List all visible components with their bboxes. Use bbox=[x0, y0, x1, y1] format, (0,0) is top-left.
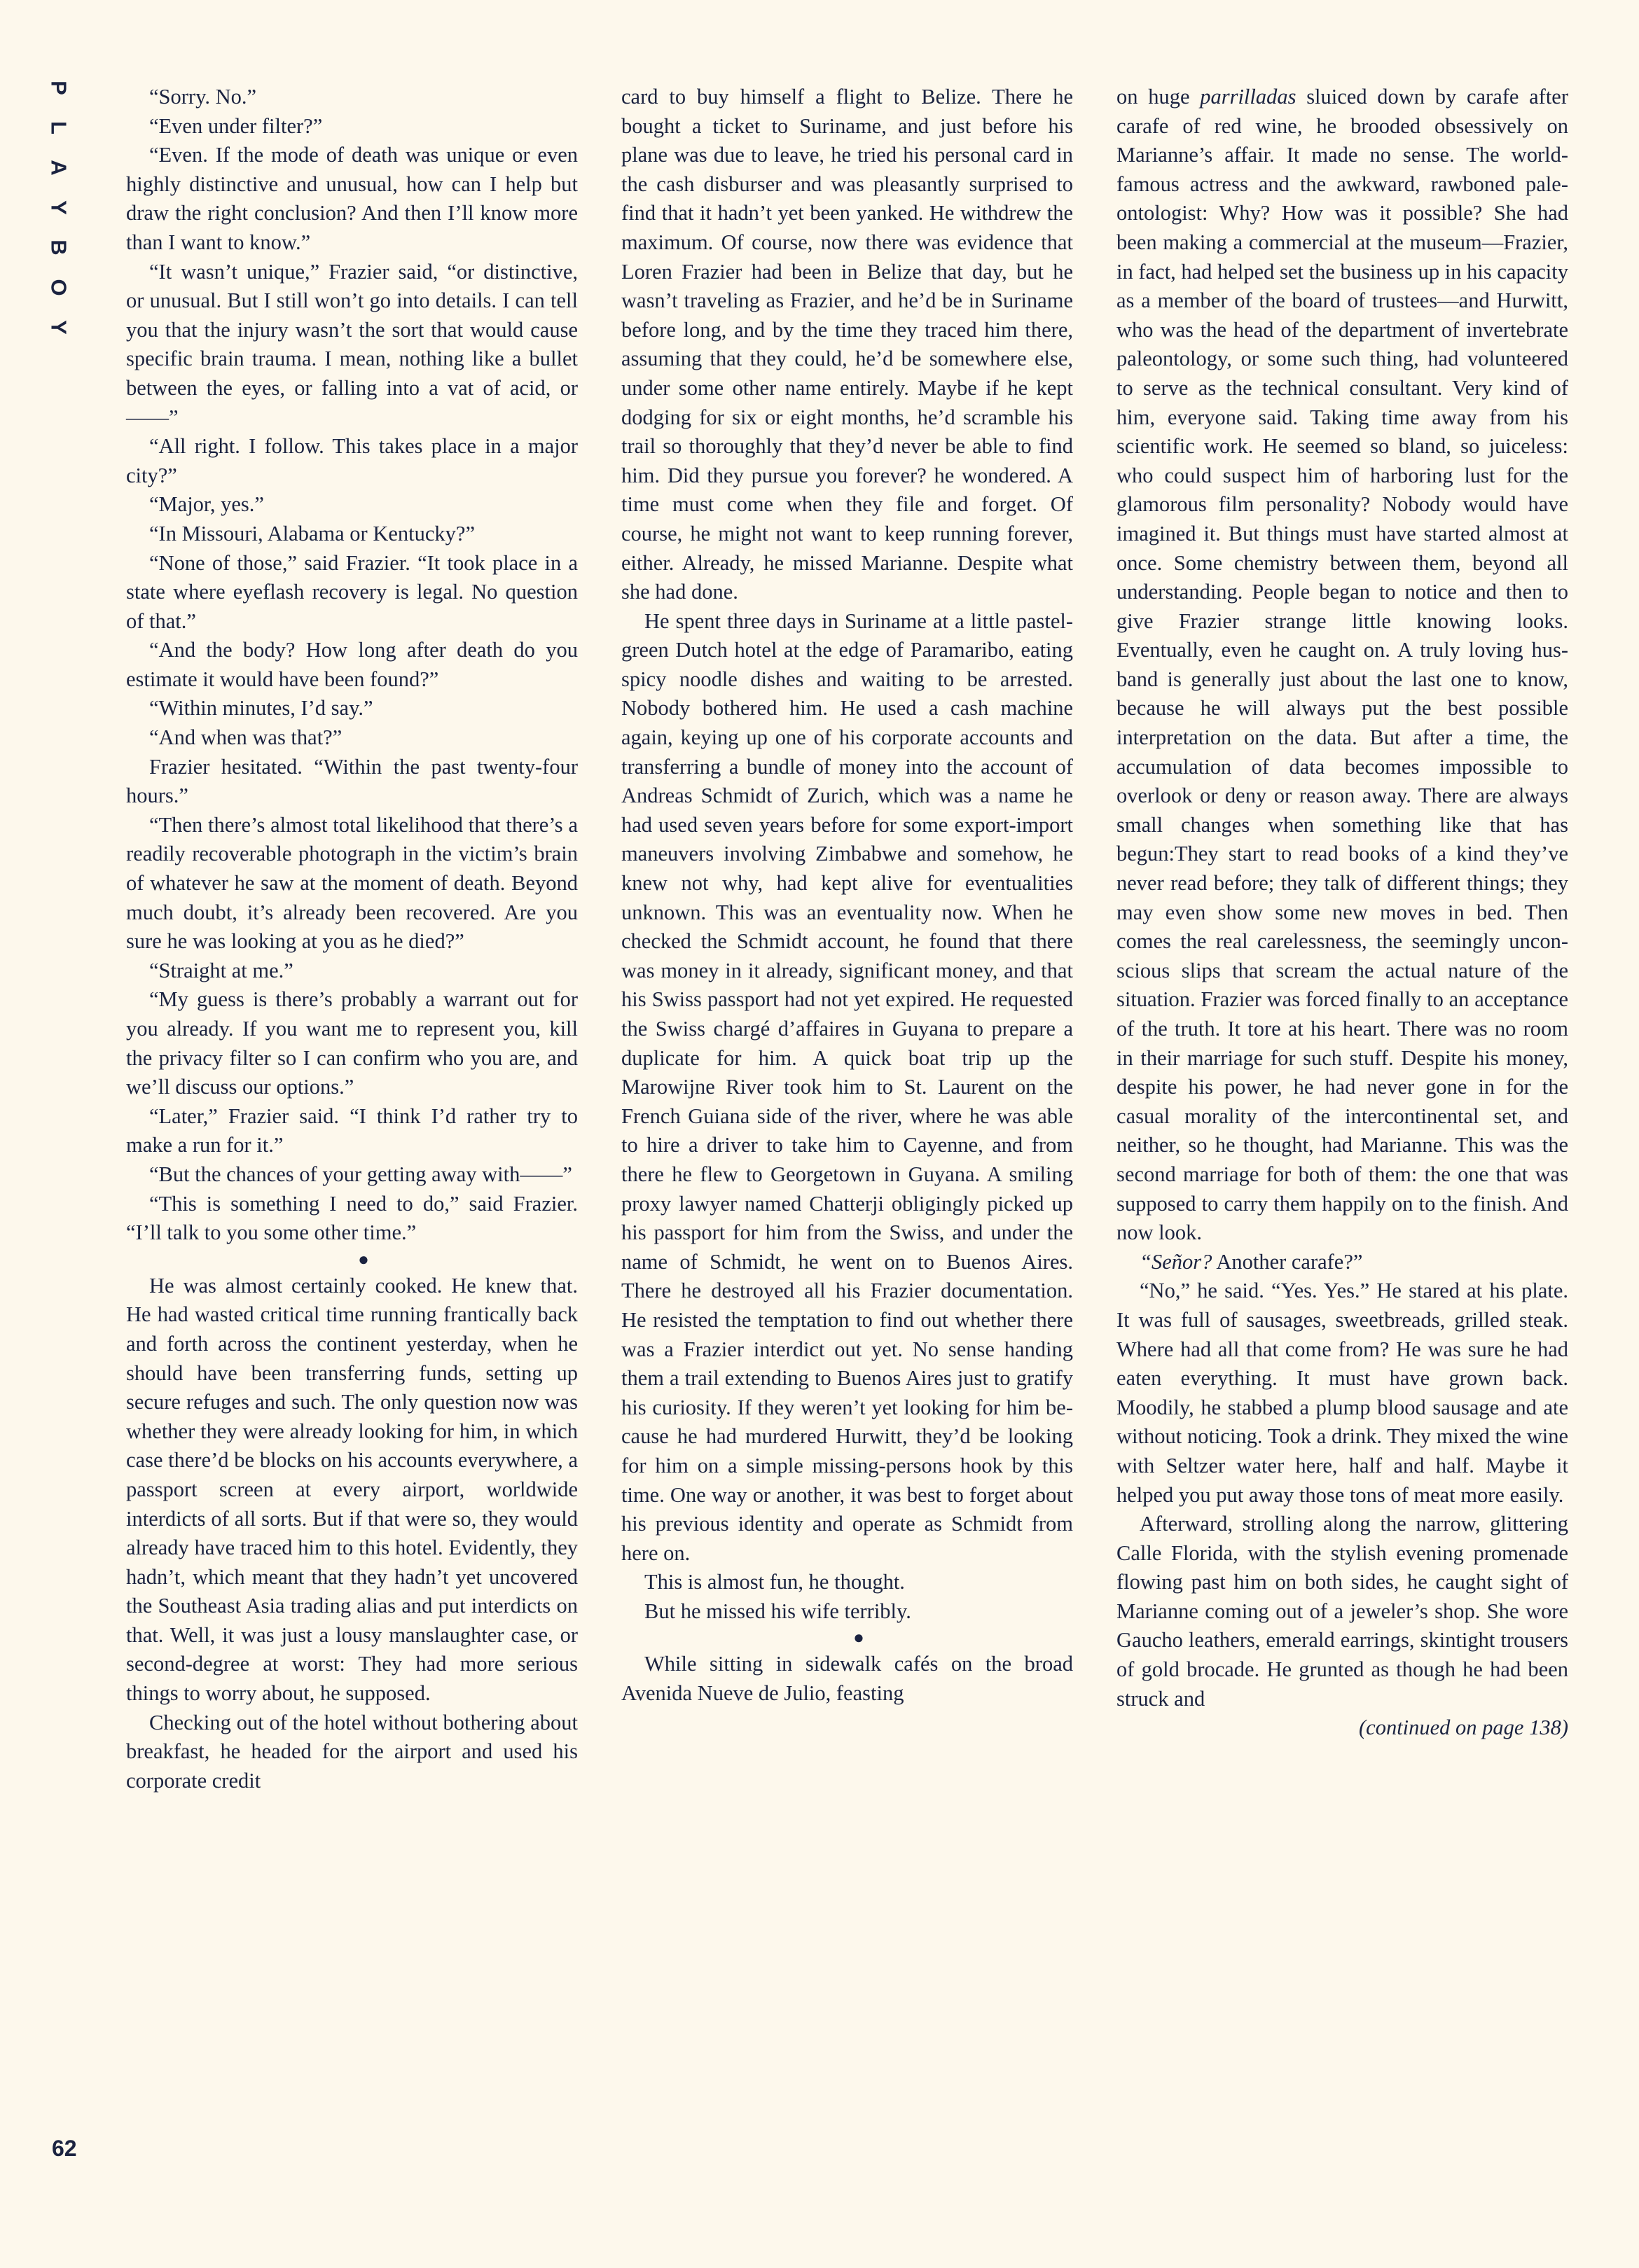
paragraph: “Then there’s almost total likelihood that there’s a readily recoverable photograph in the victim’s brain of whatever he saw at the moment of death. Beyond much doubt, it’s already been recovered. Are you sure he was looking at you as he died?” bbox=[126, 812, 578, 954]
paragraph-text-post: sluiced down by carafe after carafe of red wine, he brooded obsessively on Marianne’s affair. It made no sense. The world-famous actress and the awkward, rawboned paleontologist: Why? How was it possible? She had been making a commercial at the museum—Frazier, in fact, had helped set the business up in his capacity as a member of the board of trustees—and Hurwitt, who was the head of the department of invertebrate paleontology, or some such thing, had volunteered to serve as the technical consultant. Very kind of him, everyone said. Taking time away from his scientific work. He seemed so bland, so juiceless: who could suspect him of harboring lust for the glamorous film personality? Nobody would have imagined it. But things must have started almost at once. Some chemistry between them, beyond all understanding. People began to notice and then to give Frazier strange little knowing looks. Eventually, even he caught on. A truly loving husband is generally just about the last one to know, because he will always put the best possible interpretation on the data. But after a time, the accumulation of data becomes impossible to overlook or deny or reason away. There are always small changes when something like that has begun:They start to read books of a kind they’ve never read before; they talk of different things; they may even show some new moves in bed. Then comes the real carelessness, the seemingly unconscious slips that scream the actual nature of the situation. Frazier was forced finally to an acceptance of the truth. It tore at his heart. There was no room in their marriage for such stuff. Despite his money, despite his power, he had never gone in for the casual morality of the intercontinental set, and neither, so he thought, had Marianne. This was the second marriage for both of them: the one that was supposed to carry them happily on to the finish. And now look. bbox=[1116, 85, 1568, 1245]
masthead-vertical-playboy bbox=[38, 77, 80, 356]
masthead-letter: A bbox=[46, 160, 71, 176]
paragraph: “Major, yes.” bbox=[149, 492, 264, 517]
paragraph: “And the body? How long after death do you estimate it would have been found?” bbox=[126, 638, 578, 691]
masthead-letter: L bbox=[46, 121, 71, 134]
paragraph: He spent three days in Suriname at a little pastel-green Dutch hotel at the edge of Paramaribo, eating spicy noodle dishes and waiting to be arrested. Nobody bothered him. He used a cash machine again, keying up one of his corporate accounts and transferring a bundle of money into the account of Andreas Schmidt of Zurich, which was a name he had used seven years before for some export-import maneuvers involving Zimbabwe and somehow, he knew not why, had kept alive for eventualities unknown. This was an eventuality now. When he checked the Schmidt account, he found that there was money in it already, significant money, and that his Swiss passport had not yet expired. He requested the Swiss chargé d’affaires in Guyana to prepare a duplicate for him. A quick boat trip up the Marowijne River took him to St. Laurent on the French Guiana side of the river, where he was able to hire a driver to take him to Cayenne, and from there he flew to Georgetown in Guyana. A smiling proxy lawyer named Chatterji obligingly picked up his passport for him from the Swiss, and under the name of Schmidt, he went on to Buenos Aires. There he destroyed all his Frazier documentation. He resisted the temptation to find out whether there was a Frazier interdict out yet. No sense handing them a trail extending to Buenos Aires just to gratify his curiosity. If they weren’t yet looking for him because he had murdered Hurwitt, they’d be looking for him on a simple missing-persons hook by this time. One way or another, it was best to forget about his previous identity and operate as Schmidt from here on. bbox=[621, 608, 1073, 1565]
italic-term-parrilladas: parrilladas bbox=[1200, 85, 1296, 109]
body-text-columns bbox=[126, 83, 1569, 2176]
paragraph: “But the chances of your getting away with——” bbox=[149, 1162, 572, 1186]
paragraph-dialogue-senor bbox=[1116, 1248, 1568, 1277]
paragraph: “My guess is there’s probably a warrant out for you already. If you want me to represent you, kill the privacy filter so I can confirm who you are, and we’ll discuss our options.” bbox=[126, 987, 578, 1099]
paragraph: “None of those,” said Frazier. “It took place in a state where eyeflash recovery is legal. No question of that.” bbox=[126, 550, 578, 633]
paragraph: He was almost certainly cooked. He knew that. He had wasted critical time running frantically back and forth across the continent yesterday, when he should have been transferring funds, setting up secure refuges and such. The only question now was whether they were already looking for him, in which case there’d be blocks on his accounts everywhere, a passport screen at every airport, worldwide interdicts of all sorts. But if that were so, they would already have traced him to this hotel. Evidently, they hadn’t, which meant that they hadn’t yet uncovered the Southeast Asia trading alias and put interdicts on that. Well, it was just a lousy manslaughter case, or second-degree at worst: They had more serious things to worry about, he supposed. bbox=[126, 1273, 578, 1706]
paragraph: This is almost fun, he thought. bbox=[644, 1570, 905, 1594]
masthead-letter: Y bbox=[46, 200, 71, 215]
paragraph: While sitting in sidewalk cafés on the broad Avenida Nueve de Julio, feasting bbox=[621, 1652, 1073, 1706]
dialogue-text: Another carafe?” bbox=[1212, 1249, 1363, 1274]
paragraph-text-pre: on huge bbox=[1116, 85, 1201, 109]
paragraph-with-italic-term bbox=[1116, 83, 1568, 1248]
paragraph: “Even. If the mode of death was unique or even highly distinctive and unusual, how can I help but draw the right conclusion? And then I’ll know more than I want to know.” bbox=[126, 143, 578, 254]
italic-term-senor: “Señor? bbox=[1140, 1249, 1212, 1274]
continued-note: (continued on page 138) bbox=[1359, 1716, 1568, 1740]
paragraph: “Within minutes, I’d say.” bbox=[149, 696, 373, 721]
page-number: 62 bbox=[52, 2136, 77, 2161]
paragraph: “And when was that?” bbox=[149, 725, 343, 750]
paragraph: “Even under filter?” bbox=[149, 113, 323, 138]
section-break-dingbat: ● bbox=[358, 1248, 369, 1269]
paragraph: But he missed his wife terribly. bbox=[644, 1599, 911, 1623]
paragraph: card to buy himself a flight to Belize. There he bought a ticket to Suriname, and just before his plane was due to leave, he tried his personal card in the cash disburser and was pleasantly surprised to find that it hadn’t yet been yanked. He withdrew the maximum. Of course, now there was evidence that Loren Frazier had been in Belize that day, but he wasn’t traveling as Frazier, and he’d be in Suriname before long, and by the time they traced him there, assuming that they could, he’d be somewhere else, under some other name entirely. Maybe if he kept dodging for six or eight months, he’d scramble his trail so thoroughly that they’d never be able to find him. Did they pursue you forever? he wondered. A time must come when they file and forget. Of course, he might not want to keep running forever, either. Already, he missed Marianne. Despite what she had done. bbox=[621, 85, 1073, 604]
paragraph: “It wasn’t unique,” Frazier said, “or distinctive, or unusual. But I still won’t go into details. I can tell you that the injury wasn’t the sort that would cause specific brain trauma. I mean, nothing like a bullet between the eyes, or falling into a vat of acid, or——” bbox=[126, 259, 578, 429]
section-break-dingbat: ● bbox=[853, 1627, 864, 1648]
column-1 bbox=[126, 83, 578, 2176]
paragraph: Afterward, strolling along the narrow, glittering Calle Florida, with the stylish evening promenade flowing past him on both sides, he caught sight of Marianne coming out of a jeweler’s shop. She wore Gaucho leathers, emerald earrings, skintight trousers of gold brocade. He grunted as though he had been struck and bbox=[1116, 1512, 1568, 1711]
paragraph: Checking out of the hotel without bothering about breakfast, he headed for the airport and used his corporate credit bbox=[126, 1710, 578, 1793]
paragraph: “No,” he said. “Yes. Yes.” He stared at his plate. It was full of sausages, sweetbreads, grilled steak. Where had all that come from? He was sure he had eaten everything. It must have grown back. Moodily, he stabbed a plump blood sausage and ate without noticing. Took a drink. They mixed the wine with Seltzer water here, half and half. Maybe it helped you put away those tons of meat more easily. bbox=[1116, 1279, 1568, 1507]
masthead-letter: O bbox=[46, 279, 71, 296]
paragraph: “Straight at me.” bbox=[149, 958, 293, 982]
paragraph: “All right. I follow. This takes place in a major city?” bbox=[126, 434, 578, 487]
masthead-letter: B bbox=[46, 239, 71, 256]
masthead-letter: Y bbox=[46, 320, 71, 335]
paragraph: Frazier hesitated. “Within the past twenty-four hours.” bbox=[126, 754, 578, 808]
paragraph: “Later,” Frazier said. “I think I’d rather try to make a run for it.” bbox=[126, 1104, 578, 1157]
paragraph: “This is something I need to do,” said Frazier. “I’ll talk to you some other time.” bbox=[126, 1191, 578, 1245]
paragraph: “Sorry. No.” bbox=[149, 85, 257, 109]
column-3 bbox=[1116, 83, 1568, 2176]
paragraph: “In Missouri, Alabama or Kentucky?” bbox=[149, 521, 475, 545]
masthead-letter: P bbox=[46, 81, 71, 95]
column-2 bbox=[621, 83, 1073, 2176]
